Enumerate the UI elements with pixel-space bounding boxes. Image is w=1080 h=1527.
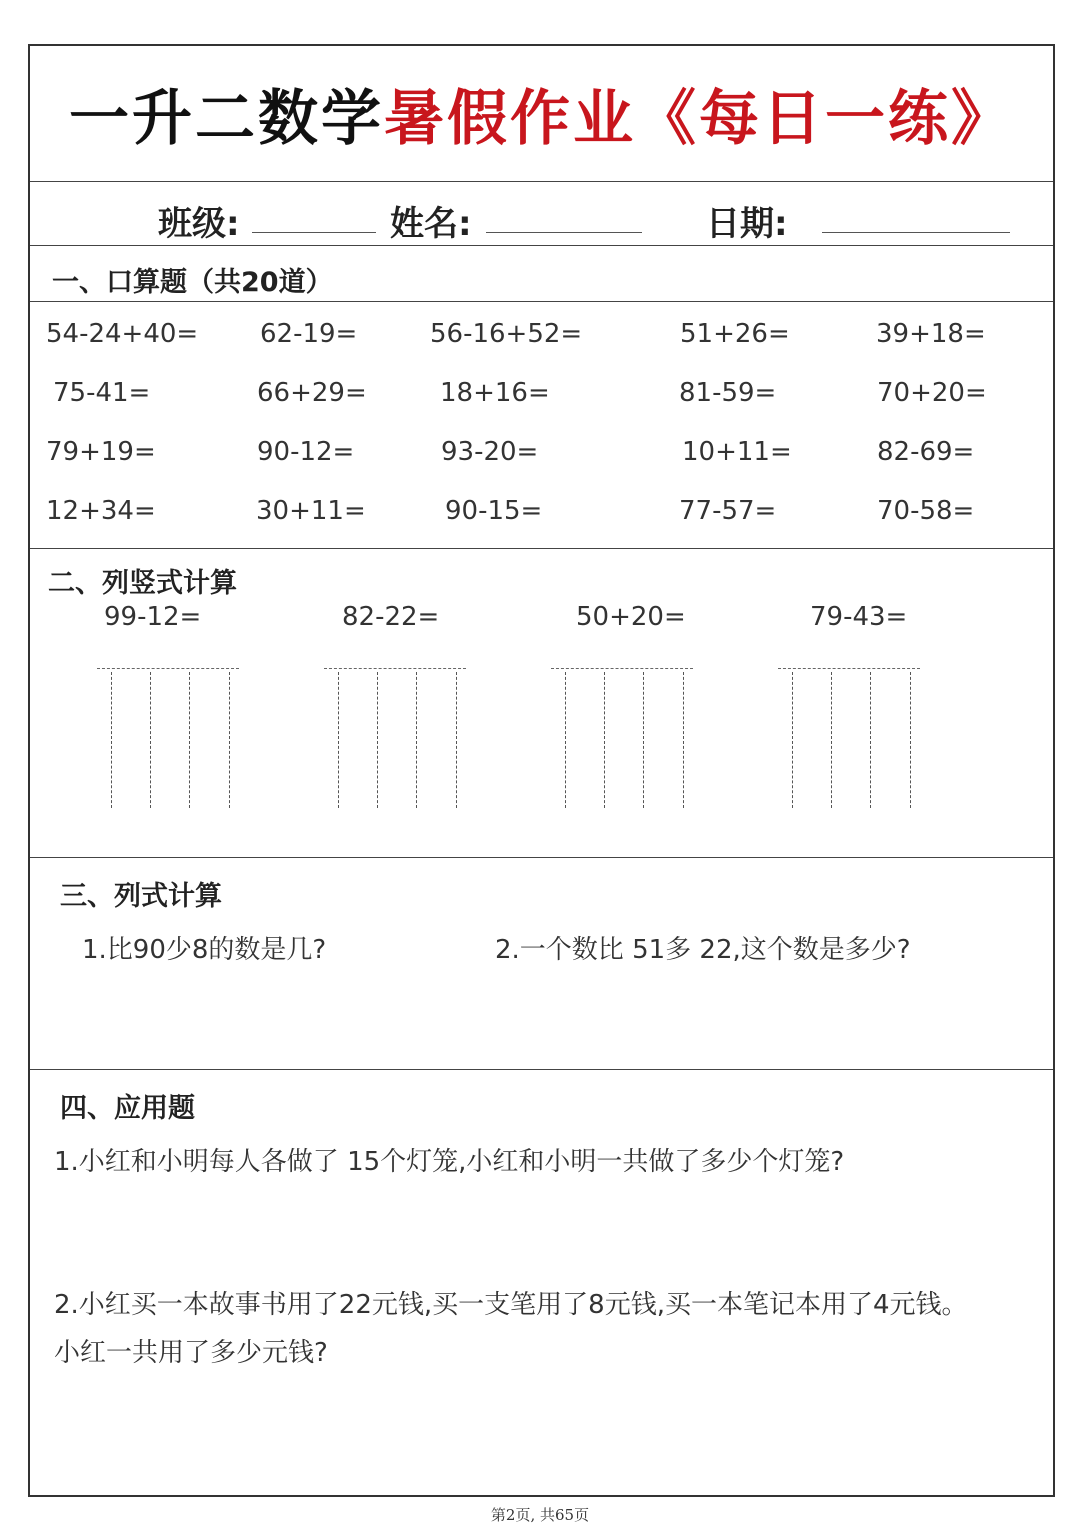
oral-problem: 66+29= [257,378,367,408]
info-row [30,182,1053,246]
section2 [30,549,1053,858]
page-footer: 第2页, 共65页 [490,1506,590,1524]
name-blank[interactable] [486,232,642,233]
vertical-problem: 99-12= [104,602,202,632]
oral-problem: 12+34= [46,496,156,526]
oral-problem: 70-58= [877,496,975,526]
oral-problem: 39+18= [876,319,986,349]
oral-problem: 54-24+40= [46,319,199,349]
vertical-problem: 82-22= [342,602,440,632]
title-part-black: 一升二数学 [69,83,384,154]
word-problem: 2.小红买一本故事书用了22元钱,买一支笔用了8元钱,买一本笔记本用了4元钱。 [54,1290,968,1320]
section3-heading: 三、列式计算 [60,881,222,912]
oral-problem: 82-69= [877,437,975,467]
oral-problem: 10+11= [682,437,792,467]
oral-problem: 79+19= [46,437,156,467]
name-label: 姓名: [390,204,472,244]
vertical-calc-grid[interactable] [97,668,239,808]
oral-problem: 51+26= [680,319,790,349]
title-part-red: 暑假作业《每日一练》 [384,83,1014,154]
vertical-calc-grid[interactable] [778,668,920,808]
title-section [30,46,1053,182]
date-blank[interactable] [822,232,1010,233]
date-label: 日期: [706,204,788,244]
equation-question: 2.一个数比 51多 22,这个数是多少? [495,935,911,965]
oral-problem: 77-57= [679,496,777,526]
oral-problem: 75-41= [53,378,151,408]
page-title [69,71,1014,157]
section1-heading: 一、口算题（共20道） [52,267,333,298]
oral-problem: 90-15= [445,496,543,526]
class-blank[interactable] [252,232,376,233]
word-problem-continued: 小红一共用了多少元钱? [54,1338,328,1368]
vertical-calc-grid[interactable] [551,668,693,808]
worksheet [28,44,1055,1497]
section3 [30,858,1053,1070]
oral-problem: 90-12= [257,437,355,467]
oral-problem: 30+11= [256,496,366,526]
oral-problem: 62-19= [260,319,358,349]
oral-problem: 56-16+52= [430,319,583,349]
oral-problem: 70+20= [877,378,987,408]
section4-heading: 四、应用题 [60,1093,195,1124]
section1-problems [30,302,1053,549]
equation-question: 1.比90少8的数是几? [82,935,327,965]
class-label: 班级: [158,204,240,244]
section4 [30,1070,1053,1499]
section2-heading: 二、列竖式计算 [48,568,237,599]
word-problem: 1.小红和小明每人各做了 15个灯笼,小红和小明一共做了多少个灯笼? [54,1147,845,1177]
oral-problem: 18+16= [440,378,550,408]
oral-problem: 81-59= [679,378,777,408]
vertical-problem: 50+20= [576,602,686,632]
vertical-problem: 79-43= [810,602,908,632]
section1-header [30,246,1053,302]
vertical-calc-grid[interactable] [324,668,466,808]
oral-problem: 93-20= [441,437,539,467]
